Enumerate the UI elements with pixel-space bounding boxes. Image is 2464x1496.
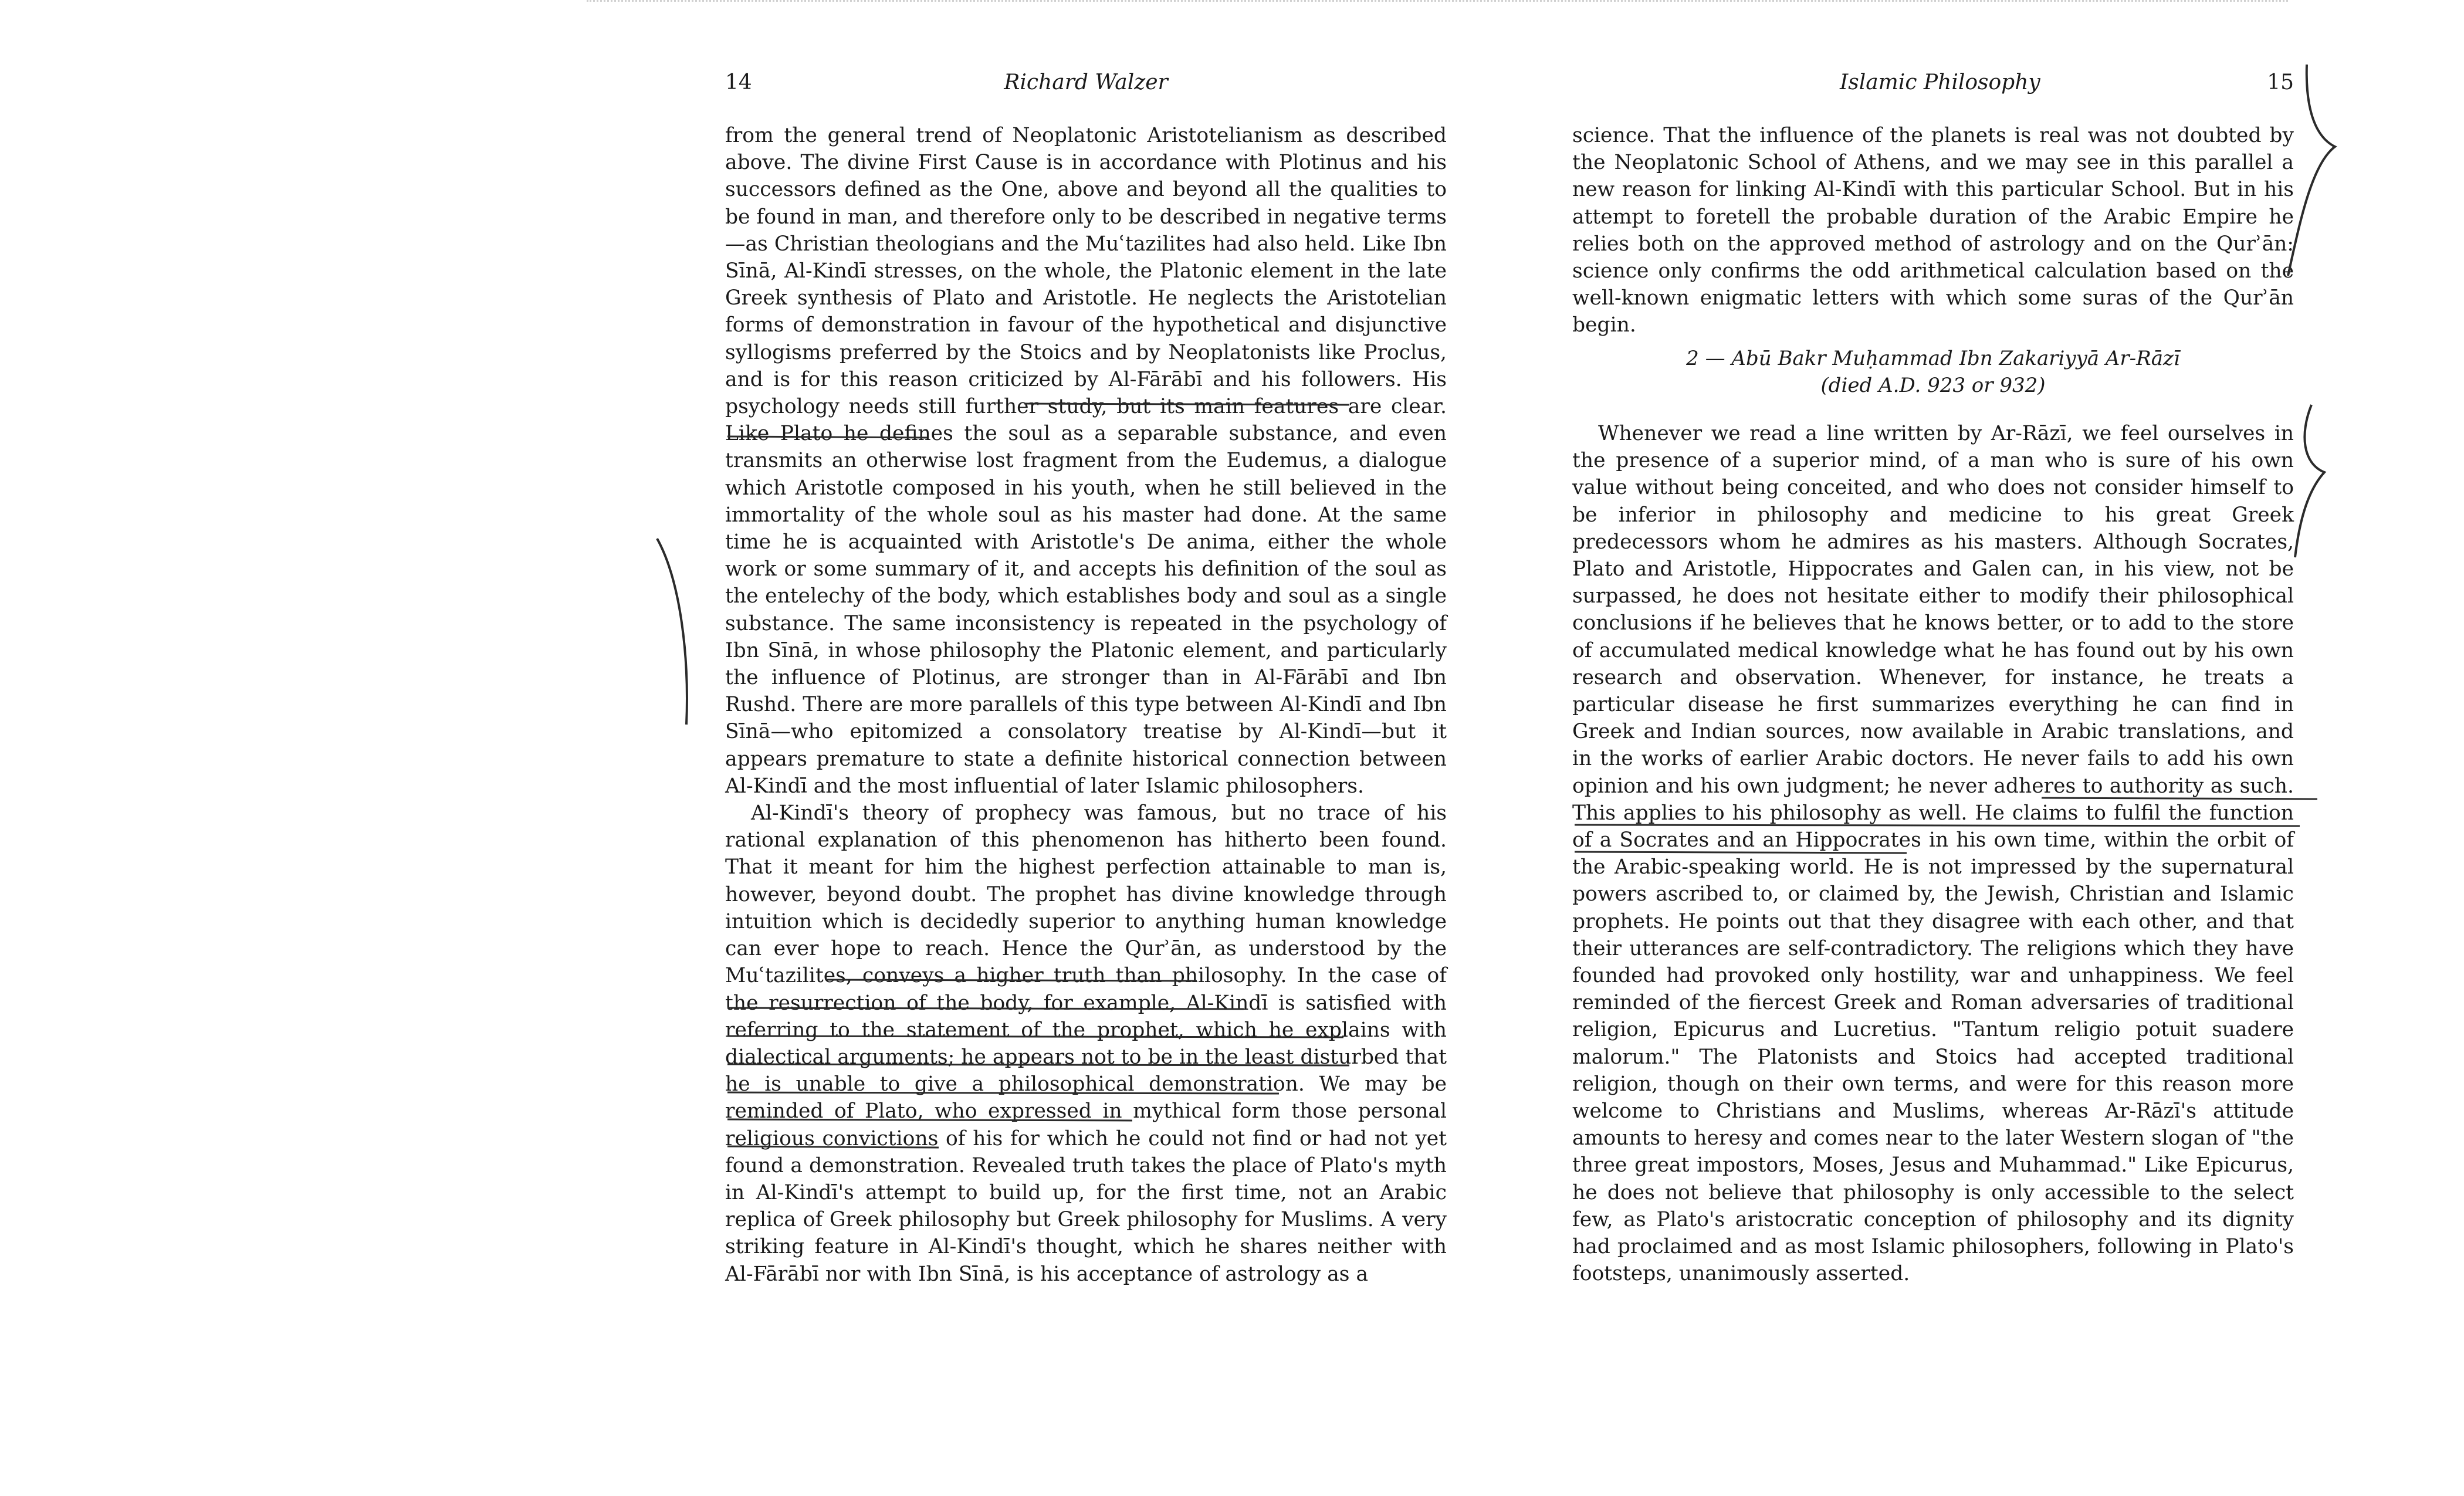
left-running-title: Richard Walzer <box>1004 70 1168 94</box>
section-heading <box>1572 345 2294 399</box>
right-top-paragraph <box>1572 122 2294 339</box>
left-page <box>725 0 1447 1496</box>
section-title: 2 — Abū Bakr Muḥammad Ibn Zakariyyā Ar-Rāzī <box>1686 347 2180 370</box>
right-margin-brace-top <box>2288 65 2335 276</box>
left-paragraph-1: from the general trend of Neoplatonic Aristotelianism as described above. The divine First Cause is in accordance with Plotinus and his successors defined as the One, above and beyond all the qualities to be found in man, and therefore only to be described in negative terms—as Christian theologians and the Muʿtazilites had also held. Like Ibn Sīnā, Al-Kindī stresses, on the whole, the Platonic element in the late Greek synthesis of Plato and Aristotle. He neglects the Aristotelian forms of demonstration in favour of the hypothetical and disjunctive syllogisms preferred by the Stoics and by Neoplatonists like Proclus, and is for this reason criticized by Al-Fārābī and his followers. His psychology needs still further study, but its main features are clear. Like Plato he defines the soul as a separable substance, and even transmits an otherwise lost fragment from the Eudemus, a dialogue which Aristotle composed in his youth, when he still believed in the immortality of the whole soul as his master had done. At the same time he is acquainted with Aristotle's De anima, either the whole work or some summary of it, and accepts his definition of the soul as the entelechy of the body, which establishes body and soul as a single substance. The same inconsistency is repeated in the psychology of Ibn Sīnā, in whose philosophy the Platonic element, and particularly the influence of Plotinus, are stronger than in Al-Fārābī and Ibn Rushd. There are more parallels of this type between Al-Kindī and Ibn Sīnā—who epitomized a consolatory treatise by Al-Kindī—but it appears premature to state a definite historical connection between Al-Kindī and the most influential of later Islamic philosophers. <box>725 124 1447 798</box>
left-paragraph-2: Al-Kindī's theory of prophecy was famous, but no trace of his rational explanation of this phenomenon has hitherto been found. That it meant for him the highest perfection attainable to man is, however, beyond doubt. The prophet has divine knowledge through intuition which is decidedly superior to anything human knowledge can ever hope to reach. Hence the Qurʾān, as understood by the Muʿtazilites, conveys a higher truth than philosophy. In the case of the resurrection of the body, for example, Al-Kindī is satisfied with referring to the statement of the prophet, which he explains with dialectical arguments; he appears not to be in the least disturbed that he is unable to give a philosophical demonstration. We may be reminded of Plato, who expressed in mythical form those personal religious convictions of his for which he could not find or had not yet found a demonstration. Revealed truth takes the place of Plato's myth in Al-Kindī's attempt to build up, for the first time, not an Arabic replica of Greek philosophy but Greek philosophy for Muslims. A very striking feature in Al-Kindī's thought, which he shares neither with Al-Fārābī nor with Ibn Sīnā, is his acceptance of astrology as a <box>725 801 1447 1286</box>
left-running-head <box>725 70 1447 106</box>
right-margin-brace-bottom <box>2295 405 2324 557</box>
right-page <box>1572 0 2294 1496</box>
right-main-paragraph <box>1572 420 2294 1288</box>
left-body-text <box>725 122 1447 1288</box>
right-page-number: 15 <box>2267 70 2294 94</box>
right-paragraph-2: Whenever we read a line written by Ar-Rāzī, we feel ourselves in the presence of a superior mind, of a man who is sure of his own value without being conceited, and who does not consider himself to be inferior in philosophy and medicine to his great Greek predecessors whom he admires as his masters. Although Socrates, Plato and Aristotle, Hippocrates and Galen can, in his view, not be surpassed, he does not hesitate either to modify their philosophical conclusions if he believes that he knows better, or to add to the store of accumulated medical knowledge what he has found out by his own research and observation. Whenever, for instance, he treats a particular disease he first summarizes everything he can find in Greek and Indian sources, now available in Arabic translations, and in the works of earlier Arabic doctors. He never fails to add his own opinion and his own judgment; he never adheres to authority as such. This applies to his philosophy as well. He claims to fulfil the function of a Socrates and an Hippocrates in his own time, within the orbit of the Arabic-speaking world. He is not impressed by the supernatural powers ascribed to, or claimed by, the Jewish, Christian and Islamic prophets. He points out that they disagree with each other, and that their utterances are self-contradictory. The religions which they have founded had provoked only hostility, war and unhappiness. We feel reminded of the fiercest Greek and Roman adversaries of traditional religion, Epicurus and Lucretius. "Tantum religio potuit suadere malorum." The Platonists and Stoics had accepted traditional religion, though on their own terms, and were for this reason more welcome to Christians and Muslims, whereas Ar-Rāzī's attitude amounts to heresy and comes near to the later Western slogan of "the three great impostors, Moses, Jesus and Muhammad." Like Epicurus, he does not believe that philosophy is only accessible to the select few, as Plato's aristocratic conception of philosophy and its dignity had proclaimed and as most Islamic philosophers, following in Plato's footsteps, unanimously asserted. <box>1572 422 2294 1286</box>
right-running-title: Islamic Philosophy <box>1840 70 2040 94</box>
left-page-number: 14 <box>725 70 752 94</box>
right-running-head <box>1572 70 2294 106</box>
section-dates: (died A.D. 923 or 932) <box>1820 374 2046 397</box>
right-paragraph-1: science. That the influence of the planets is real was not doubted by the Neoplatonic School of Athens, and we may see in this parallel a new reason for linking Al-Kindī with this particular School. But in his attempt to foretell the probable duration of the Arabic Empire he relies both on the approved method of astrology and on the Qurʾān: science only confirms the odd arithmetical calculation based on the well-known enigmatic letters with which some suras of the Qurʾān begin. <box>1572 124 2294 337</box>
left-margin-bracket <box>657 539 687 725</box>
